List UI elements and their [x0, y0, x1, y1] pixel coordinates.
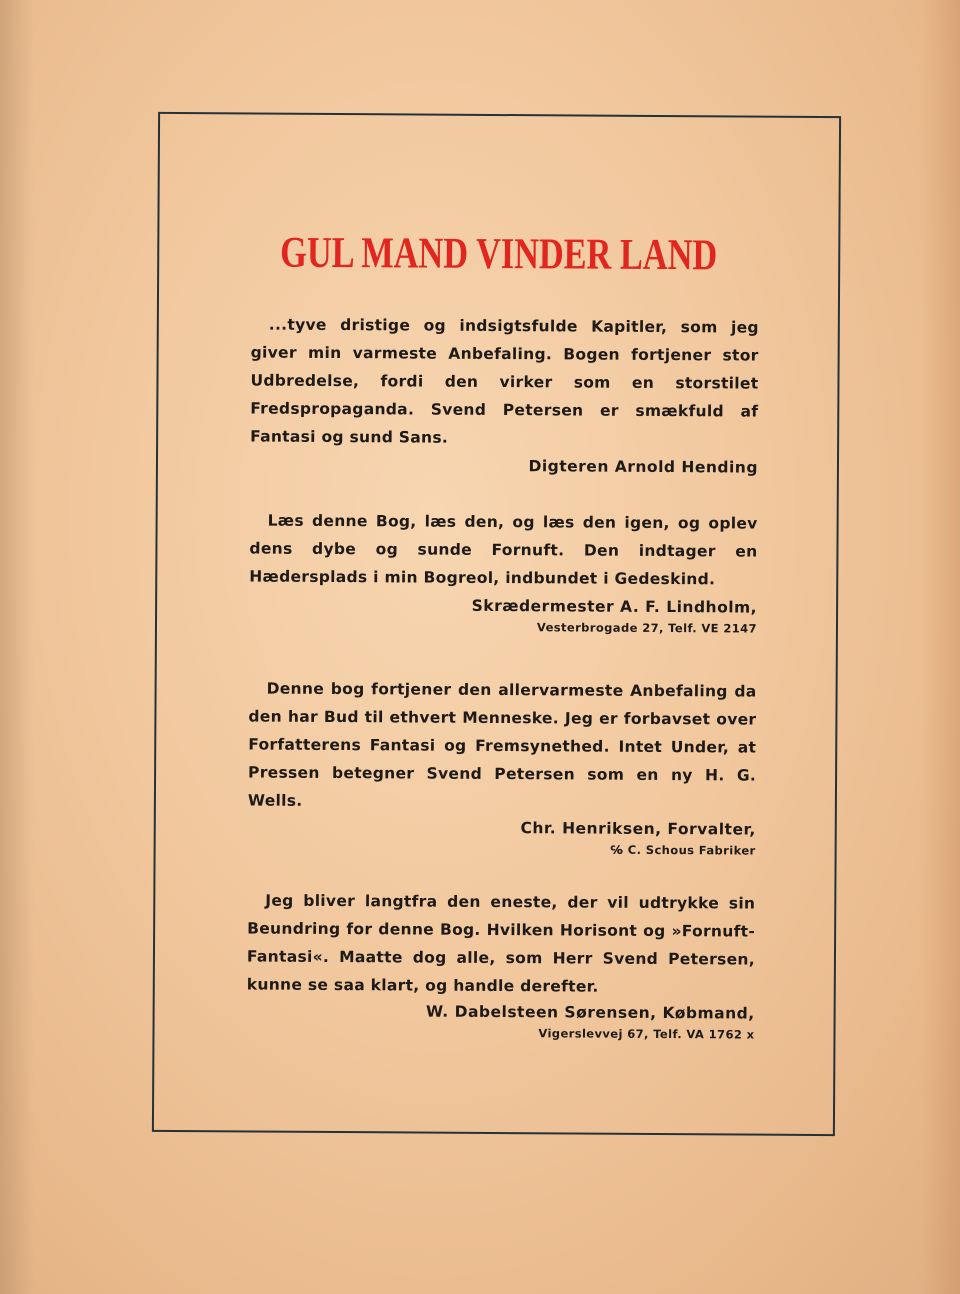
- testimonial-address: Vigerslevvej 67, Telf. VA 1762 x: [538, 1026, 755, 1042]
- testimonial-signature: Digteren Arnold Hending: [528, 457, 759, 477]
- border-frame: [152, 112, 841, 1136]
- testimonial-block: [248, 674, 757, 859]
- book-title: GUL MAND VINDER LAND: [280, 227, 718, 280]
- testimonial-text: ...tyve dristige og indsigtsfulde Kapitler, som jeg giver min varmeste Anbefaling. Bogen fortjener stor Udbredelse, fordi den virker som en storstilet Fredspropaganda. Svend Petersen er smækfuld af Fantasi og sund Sans.: [250, 315, 759, 447]
- testimonial-address: ℅ C. Schous Fabriker: [610, 842, 756, 858]
- testimonial-block: [246, 886, 755, 1043]
- testimonial-block: [250, 310, 759, 479]
- testimonial-signature: Skrædermester A. F. Lindholm,: [471, 596, 758, 617]
- testimonial-signature: Chr. Henriksen, Forvalter,: [520, 819, 756, 839]
- testimonial-text: Læs denne Bog, læs den, og læs den igen, og oplev dens dybe og sunde Fornuft. Den indtager en Hædersplads i min Bogreol, indbundet i Gedeskind.: [249, 511, 758, 589]
- testimonial-text: Jeg bliver langtfra den eneste, der vil udtrykke sin Beundring for denne Bog. Hvilken Horisont og »Fornuft-Fantasi«. Maatte dog alle, som Herr Svend Petersen, kunne se saa klart, og handle derefter.: [246, 891, 756, 996]
- page-edge-shadow-right: [920, 0, 960, 1294]
- page-edge-shadow-left: [0, 0, 34, 1294]
- testimonial-signature: W. Dabelsteen Sørensen, Købmand,: [425, 1002, 755, 1023]
- testimonial-text: Denne bog fortjener den allervarmeste Anbefaling da den har Bud til ethvert Menneske. Jeg er forbavset over Forfatterens Fantasi og Fremsynethed. Intet Under, at Pressen betegner Svend Petersen som en ny H. G. Wells.: [247, 679, 757, 810]
- testimonial-address: Vesterbrogade 27, Telf. VE 2147: [536, 620, 758, 636]
- testimonial-block: [249, 506, 758, 637]
